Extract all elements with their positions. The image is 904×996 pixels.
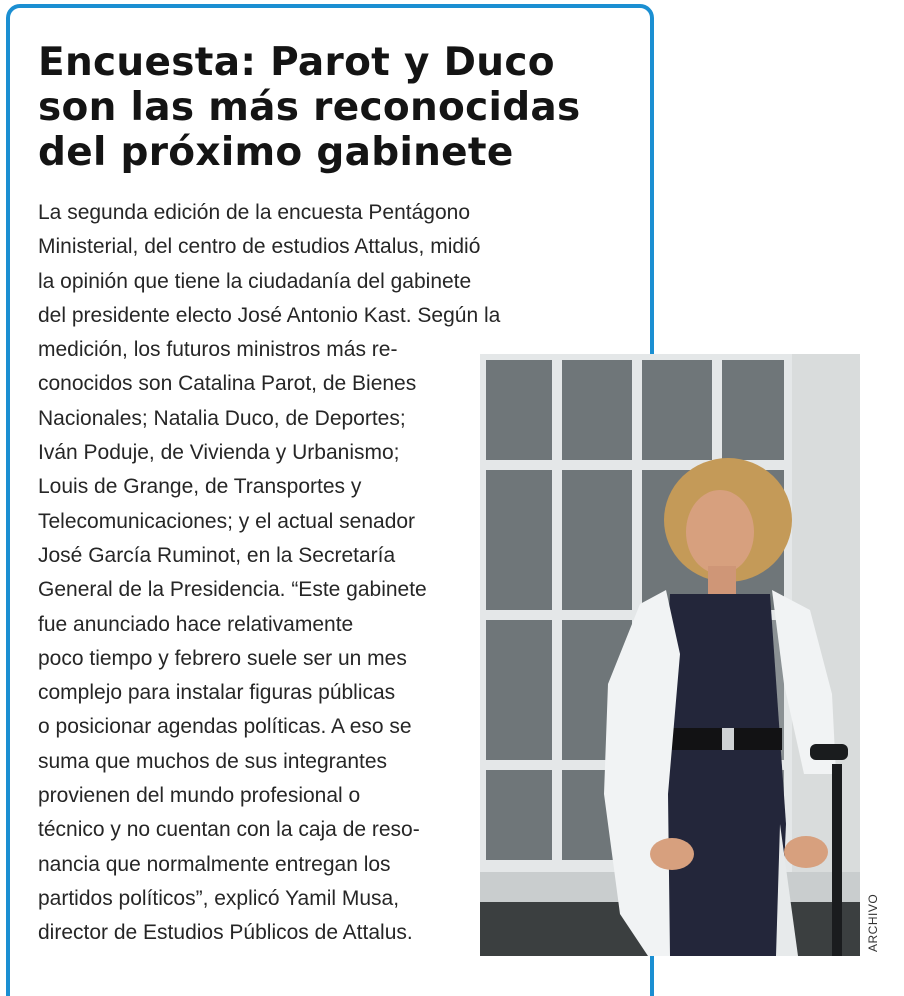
body-line: medición, los futuros ministros más re- <box>38 338 398 362</box>
body-line: director de Estudios Públicos de Attalus. <box>38 921 413 945</box>
photo-credit: ARCHIVO <box>866 893 880 952</box>
body-line: suma que muchos de sus integrantes <box>38 749 388 773</box>
person-neck <box>708 566 736 596</box>
headline-line: del próximo gabinete <box>38 130 514 175</box>
body-line: fue anunciado hace relativamente <box>38 612 354 636</box>
article-headline <box>38 40 608 175</box>
headline-line: son las más reconocidas <box>38 85 581 130</box>
person-hand-left <box>650 838 694 870</box>
photo-illustration <box>480 354 860 956</box>
person-face <box>686 490 754 574</box>
body-line: poco tiempo y febrero suele ser un mes <box>38 646 407 670</box>
article-photo <box>480 354 860 956</box>
person-hand-right <box>784 836 828 868</box>
body-line: Telecomunicaciones; y el actual senador <box>38 509 416 533</box>
body-line: partidos políticos”, explicó Yamil Musa, <box>38 886 400 910</box>
body-line: Ministerial, del centro de estudios Attalus, midió <box>38 235 481 259</box>
body-line: complejo para instalar figuras públicas <box>38 681 396 705</box>
body-line: técnico y no cuentan con la caja de reso- <box>38 818 420 842</box>
body-line: nancia que normalmente entregan los <box>38 852 391 876</box>
crutch-cuff <box>810 744 848 760</box>
article-body <box>38 196 500 951</box>
body-line: Nacionales; Natalia Duco, de Deportes; <box>38 406 406 430</box>
body-line: la opinión que tiene la ciudadanía del gabinete <box>38 269 472 293</box>
body-line: conocidos son Catalina Parot, de Bienes <box>38 372 417 396</box>
body-line: provienen del mundo profesional o <box>38 784 361 808</box>
belt-buckle <box>722 728 734 750</box>
body-line: José García Ruminot, en la Secretaría <box>38 543 396 567</box>
body-line: del presidente electo José Antonio Kast. Según la <box>38 303 501 327</box>
body-line: o posicionar agendas políticas. A eso se <box>38 715 412 739</box>
body-line: Iván Poduje, de Vivienda y Urbanismo; <box>38 441 400 465</box>
body-line: Louis de Grange, de Transportes y <box>38 475 362 499</box>
body-line: General de la Presidencia. “Este gabinete <box>38 578 427 602</box>
body-line: La segunda edición de la encuesta Pentágono <box>38 201 471 224</box>
crutch <box>832 764 842 956</box>
headline-line: Encuesta: Parot y Duco <box>38 40 555 85</box>
